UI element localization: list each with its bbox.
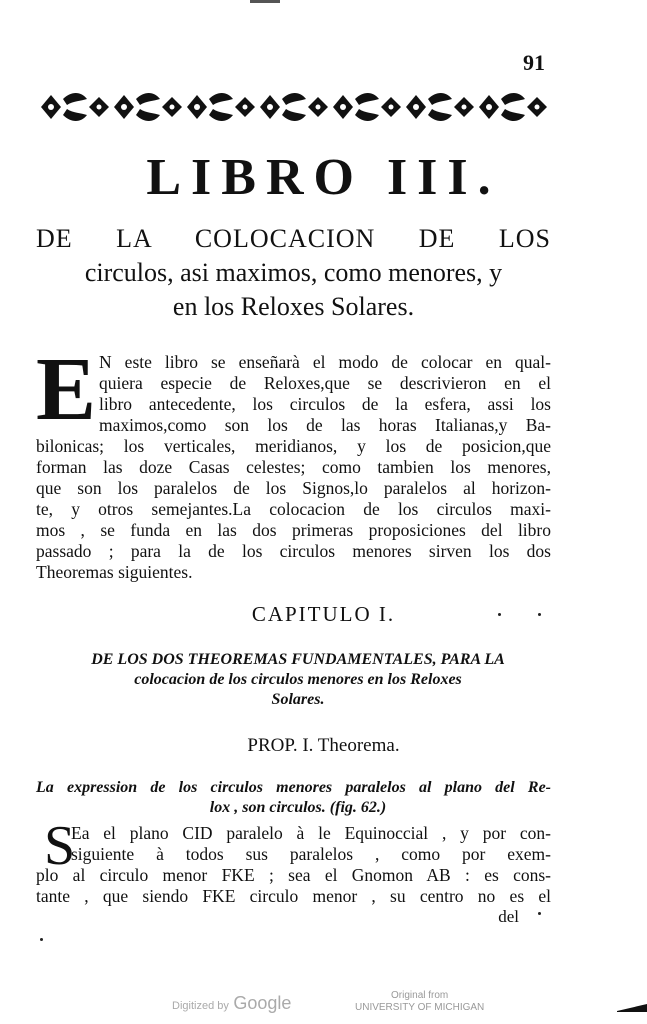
proposition-statement-line-2: lox , son circulos. (fig. 62.) [209, 799, 387, 816]
catchword: del [498, 907, 519, 926]
proof-line: plo al circulo menor FKE ; sea el Gnomon AB : es cons- [36, 865, 551, 885]
decorative-ornament-band [37, 87, 549, 127]
proof-line: siguiente à todos sus paralelos , como por exem- [71, 844, 551, 864]
digitized-prefix: Digitized by [172, 1000, 229, 1012]
google-logo-text: Google [233, 993, 292, 1013]
speck [538, 912, 541, 915]
intro-line: quiera especie de Reloxes,que se descrivieron en el [99, 373, 551, 393]
chapter-heading-line-2: colocacion de los circulos menores en los Reloxes [134, 671, 462, 688]
proof-paragraph [36, 823, 551, 907]
proof-line: tante , que siendo FKE circulo menor , su centro no es el [36, 886, 551, 906]
book-title: LIBRO III. [146, 149, 501, 206]
intro-line: te, y otros semejantes.La colocacion de los circulos maxi- [36, 499, 551, 519]
intro-line: libro antecedente, los circulos de la esfera, assi los [99, 394, 551, 414]
subtitle-line-3: en los Reloxes Solares. [172, 292, 415, 321]
proof-line: Ea el plano CID paralelo à le Equinoccial , y por con- [71, 823, 551, 843]
intro-drop-cap: E [36, 340, 97, 439]
page-number: 91 [523, 50, 545, 75]
subtitle-line-1: DE LA COLOCACION DE LOS [36, 224, 551, 253]
chapter-heading-line-3: Solares. [271, 691, 325, 708]
institution-name: UNIVERSITY OF MICHIGAN [355, 1002, 485, 1013]
proof-drop-cap: S [44, 815, 76, 877]
original-from-label: Original from [391, 990, 449, 1001]
original-from-watermark [355, 990, 484, 1014]
speck [538, 613, 541, 616]
intro-line: maximos,como son los de las horas Italianas,y Ba- [99, 415, 551, 435]
proposition-title: PROP. I. Theorema. [247, 735, 400, 756]
speck [498, 613, 501, 616]
speck [40, 938, 43, 941]
chapter-heading-line-1: DE LOS DOS THEOREMAS FUNDAMENTALES, PARA LA [91, 651, 505, 668]
intro-line: Theoremas siguientes. [36, 562, 193, 582]
intro-line: forman las doze Casas celestes; como tambien los menores, [36, 457, 551, 477]
intro-line: bilonicas; los verticales, meridianos, y los de posicion,que [36, 436, 551, 456]
digitized-by-google-watermark [172, 993, 291, 1014]
intro-paragraph [36, 340, 551, 583]
intro-line: mos , se funda en las dos primeras proposiciones del libro [36, 520, 551, 540]
subtitle-line-2: circulos, asi maximos, como menores, y [84, 258, 503, 287]
intro-line: N este libro se enseñarà el modo de colocar en qual- [99, 352, 551, 372]
top-edge-mark [250, 0, 280, 3]
chapter-title: CAPITULO I. [251, 602, 396, 626]
proposition-statement-line-1: La expression de los circulos menores paralelos al plano del Re- [36, 779, 551, 796]
intro-line: passado ; para la de los circulos menores sirven los dos [36, 541, 551, 561]
intro-line: que son los paralelos de los Signos,lo paralelos al horizon- [36, 478, 551, 498]
page-corner-mark [617, 1002, 647, 1012]
